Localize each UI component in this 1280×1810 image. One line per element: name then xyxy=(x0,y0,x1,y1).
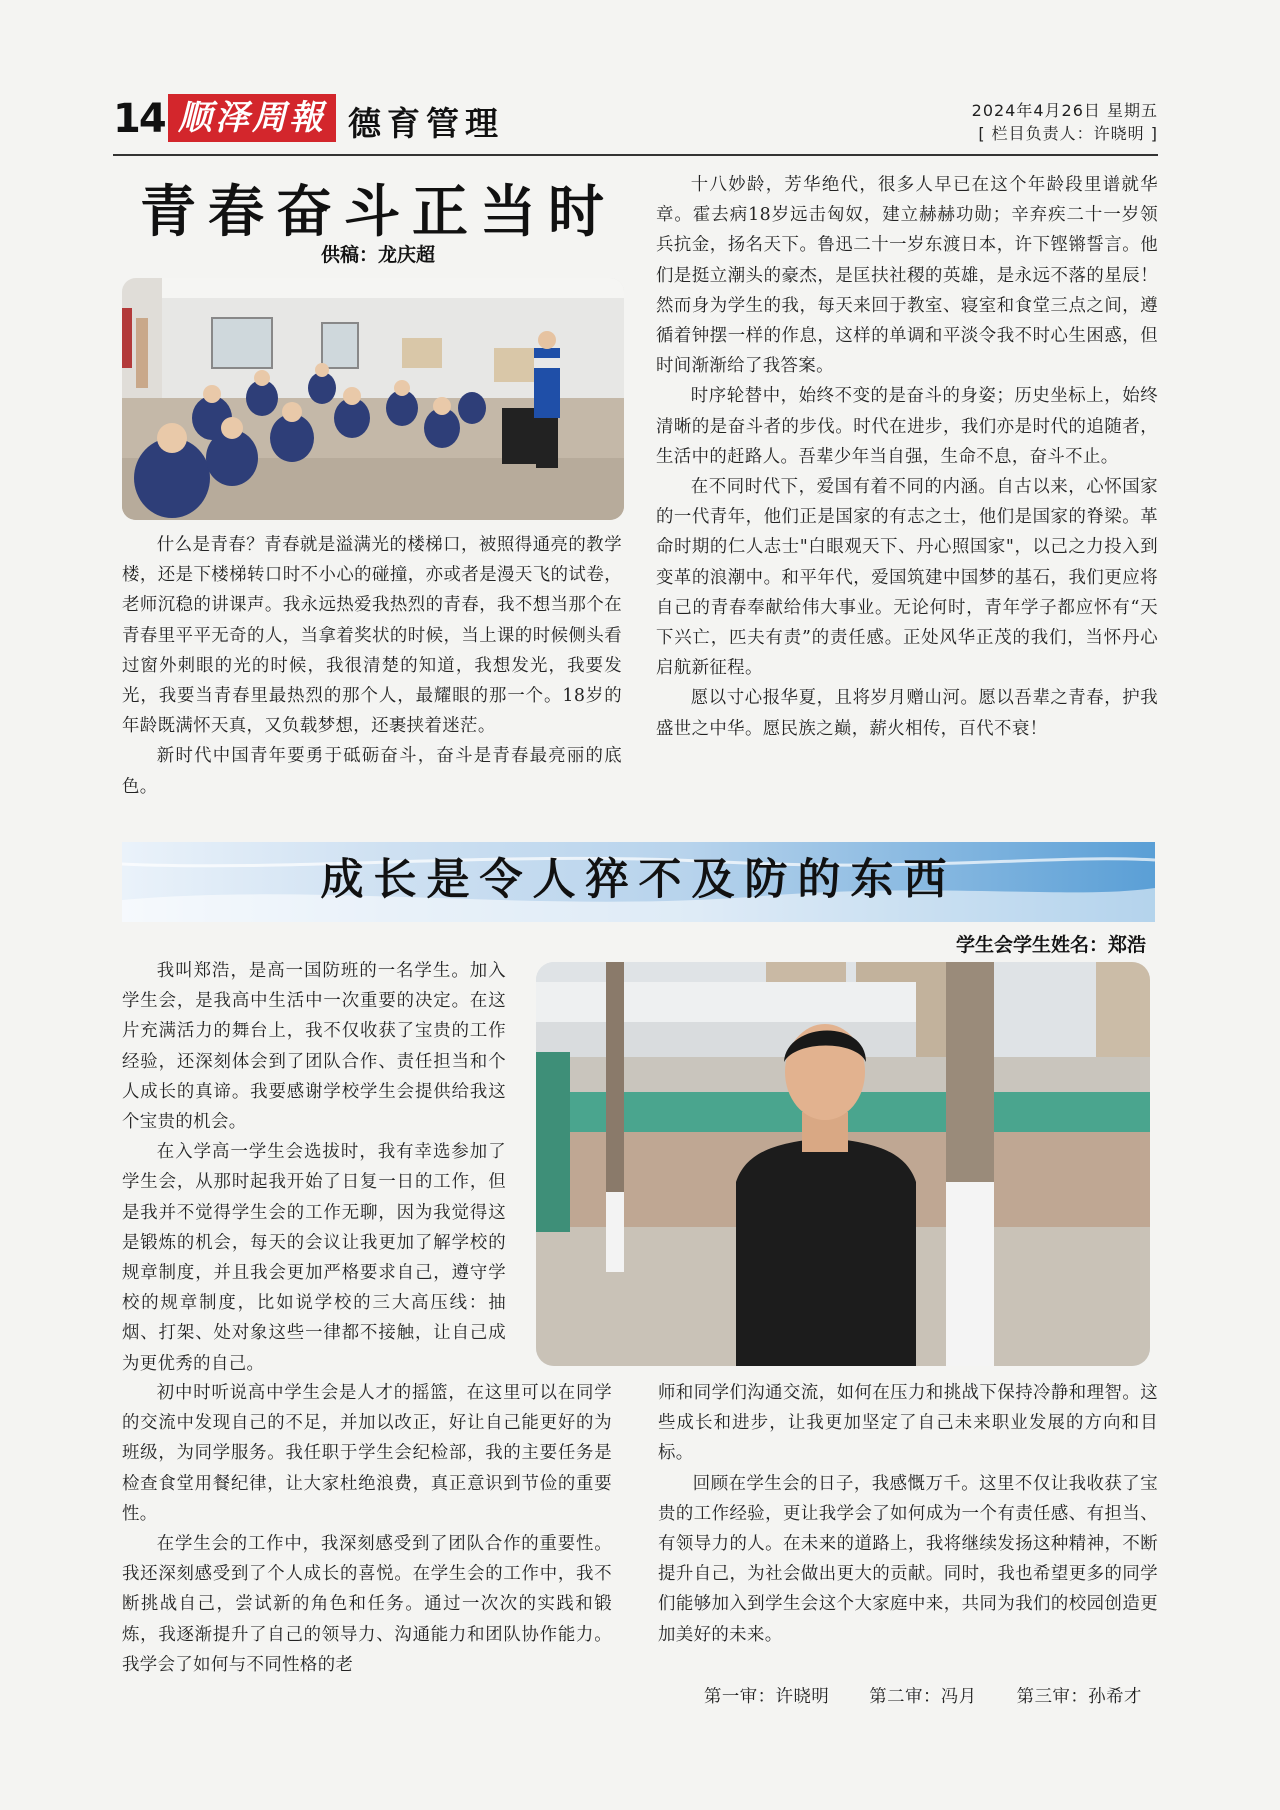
article1-paragraph: 十八妙龄，芳华绝代，很多人早已在这个年龄段里谱就华章。霍去病18岁远击匈奴，建立赫赫功勋；辛弃疾二十一岁领兵抗金，扬名天下。鲁迅二十一岁东渡日本，许下铿锵誓言。他们是挺立潮头的豪杰，是匡扶社稷的英雄，是永远不落的星辰！然而身为学生的我，每天来回于教室、寝室和食堂三点之间，遵循着钟摆一样的作息，这样的单调和平淡令我不时心生困惑，但时间渐渐给了我答案。 xyxy=(656,175,1158,377)
issue-date: 2024年4月26日 星期五 xyxy=(971,101,1158,120)
article2-paragraph: 初中时听说高中学生会是人才的摇篮，在这里可以在同学的交流中发现自己的不足，并加以改正，好让自己能更好的为班级，为同学服务。我任职于学生会纪检部，我的主要任务是检查食堂用餐纪律，让大家杜绝浪费，真正意识到节俭的重要性。 xyxy=(122,1383,612,1524)
article1-paragraph: 新时代中国青年要勇于砥砺奋斗，奋斗是青春最亮丽的底色。 xyxy=(122,746,622,797)
article1-byline: 供稿：龙庆超 xyxy=(320,244,435,266)
second-reviewer: 第二审：冯月 xyxy=(869,1687,977,1707)
article2-paragraph: 在入学高一学生会选拔时，我有幸选参加了学生会，从那时起我开始了日复一日的工作，但是我并不觉得学生会的工作无聊，因为我觉得这是锻炼的机会，每天的会议让我更加了解学校的规章制度，并且我会更加严格要求自己，遵守学校的规章制度，比如说学校的三大高压线：抽烟、打架、处对象这些一律都不接触，让自己成为更优秀的自己。 xyxy=(122,1142,506,1374)
article1-paragraph: 时序轮替中，始终不变的是奋斗的身姿；历史坐标上，始终清晰的是奋斗者的步伐。时代在进步，我们亦是时代的追随者，生活中的赶路人。吾辈少年当自强，生命不息，奋斗不止。 xyxy=(656,386,1158,467)
article1-column-left xyxy=(122,530,622,802)
third-reviewer: 第三审：孙希才 xyxy=(1016,1687,1142,1707)
column-editor: [ 栏目负责人：许晓明 ] xyxy=(978,124,1158,143)
article1-column-right xyxy=(656,170,1158,744)
article1-paragraph: 愿以寸心报华夏，且将岁月赠山河。愿以吾辈之青春，护我盛世之中华。愿民族之巅，薪火相传，百代不衰！ xyxy=(656,688,1158,739)
article2-column-top xyxy=(122,956,506,1379)
article1-paragraph: 什么是青春？青春就是溢满光的楼梯口，被照得通亮的教学楼，还是下楼梯转口时不小心的碰撞，亦或者是漫天飞的试卷，老师沉稳的讲课声。我永远热爱我热烈的青春，我不想当那个在青春里平平无奇的人，当拿着奖状的时候，当上课的时候侧头看过窗外刺眼的光的时候，我很清楚的知道，我想发光，我要发光，我要当青春里最热烈的那个人，最耀眼的那一个。18岁的年龄既满怀天真，又负载梦想，还裹挟着迷茫。 xyxy=(122,535,622,737)
article1-paragraph: 在不同时代下，爱国有着不同的内涵。自古以来，心怀国家的一代青年，他们正是国家的有志之士，他们是国家的脊梁。革命时期的仁人志士"白眼观天下、丹心照国家"，以己之力投入到变革的浪潮中。和平年代，爱国筑建中国梦的基石，我们更应将自己的青春奉献给伟大事业。无论何时，青年学子都应怀有“天下兴亡，匹夫有责”的责任感。正处风华正茂的我们，当怀丹心启航新征程。 xyxy=(656,477,1158,679)
article2-paragraph: 在学生会的工作中，我深刻感受到了团队合作的重要性。我还深刻感受到了个人成长的喜悦。在学生会的工作中，我不断挑战自己，尝试新的角色和任务。通过一次次的实践和锻炼，我逐渐提升了自己的领导力、沟通能力和团队协作能力。我学会了如何与不同性格的老 xyxy=(122,1534,612,1675)
article2-column-left xyxy=(122,1378,612,1680)
first-reviewer: 第一审：许晓明 xyxy=(704,1687,830,1707)
review-credits xyxy=(704,1682,1142,1707)
article2-paragraph: 回顾在学生会的日子，我感慨万千。这里不仅让我收获了宝贵的工作经验，更让我学会了如何成为一个有责任感、有担当、有领导力的人。在未来的道路上，我将继续发扬这种精神，不断提升自己，为社会做出更大的贡献。同时，我也希望更多的同学们能够加入到学生会这个大家庭中来，共同为我们的校园创造更加美好的未来。 xyxy=(658,1473,1158,1645)
newspaper-masthead: 顺泽周報 xyxy=(168,94,336,142)
article1-title: 青春奋斗正当时 xyxy=(140,180,616,245)
classroom-photo xyxy=(122,278,624,520)
article2-title: 成长是令人猝不及防的东西 xyxy=(320,855,957,905)
article2-column-right xyxy=(658,1378,1158,1650)
article2-byline: 学生会学生姓名：郑浩 xyxy=(955,934,1146,956)
article2-paragraph: 我叫郑浩，是高一国防班的一名学生。加入学生会，是我高中生活中一次重要的决定。在这片充满活力的舞台上，我不仅收获了宝贵的工作经验，还深刻体会到了团队合作、责任担当和个人成长的真谛。我要感谢学校学生会提供给我这个宝贵的机会。 xyxy=(122,961,506,1133)
section-title: 德育管理 xyxy=(348,104,504,143)
header-rule xyxy=(113,154,1158,156)
article2-paragraph: 师和同学们沟通交流，如何在压力和挑战下保持冷静和理智。这些成长和进步，让我更加坚定了自己未来职业发展的方向和目标。 xyxy=(658,1383,1158,1464)
student-portrait-photo xyxy=(536,962,1150,1366)
page-number: 14 xyxy=(113,96,165,142)
